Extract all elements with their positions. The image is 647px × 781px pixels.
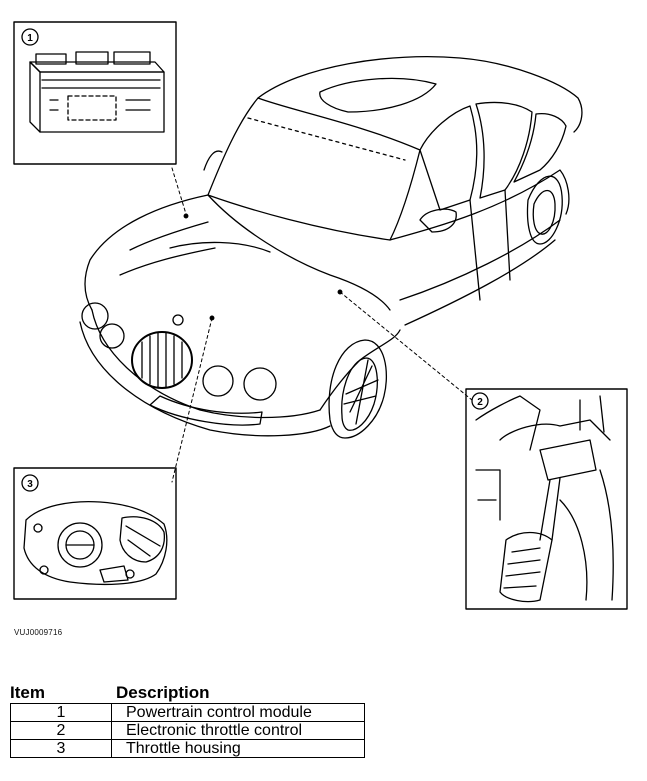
- inset-1-frame: [14, 22, 176, 164]
- legend-rows: [10, 703, 365, 758]
- module-icon: [30, 52, 164, 132]
- row-description: Electronic throttle control: [112, 722, 365, 740]
- legend-header-description: Description: [116, 683, 210, 702]
- table-row: [11, 722, 365, 740]
- inset-3-frame: [14, 468, 176, 599]
- row-item: 1: [11, 704, 112, 722]
- row-item: 2: [11, 722, 112, 740]
- figure-reference-code: VUJ0009716: [14, 628, 63, 637]
- callout-3-label: 3: [27, 479, 33, 490]
- row-description: Throttle housing: [112, 740, 365, 758]
- car-illustration: [80, 57, 582, 438]
- legend-table: [8, 683, 365, 758]
- row-description: Powertrain control module: [112, 704, 365, 722]
- pedal-icon: [476, 396, 613, 602]
- throttle-housing-icon: [24, 502, 167, 585]
- table-row: [11, 740, 365, 758]
- leader-lines: [172, 168, 472, 482]
- legend-header: [8, 683, 365, 703]
- table-row: [11, 704, 365, 722]
- row-item: 3: [11, 740, 112, 758]
- legend-header-item: Item: [10, 683, 45, 702]
- callout-2-label: 2: [477, 397, 483, 408]
- callout-1-label: 1: [27, 33, 33, 44]
